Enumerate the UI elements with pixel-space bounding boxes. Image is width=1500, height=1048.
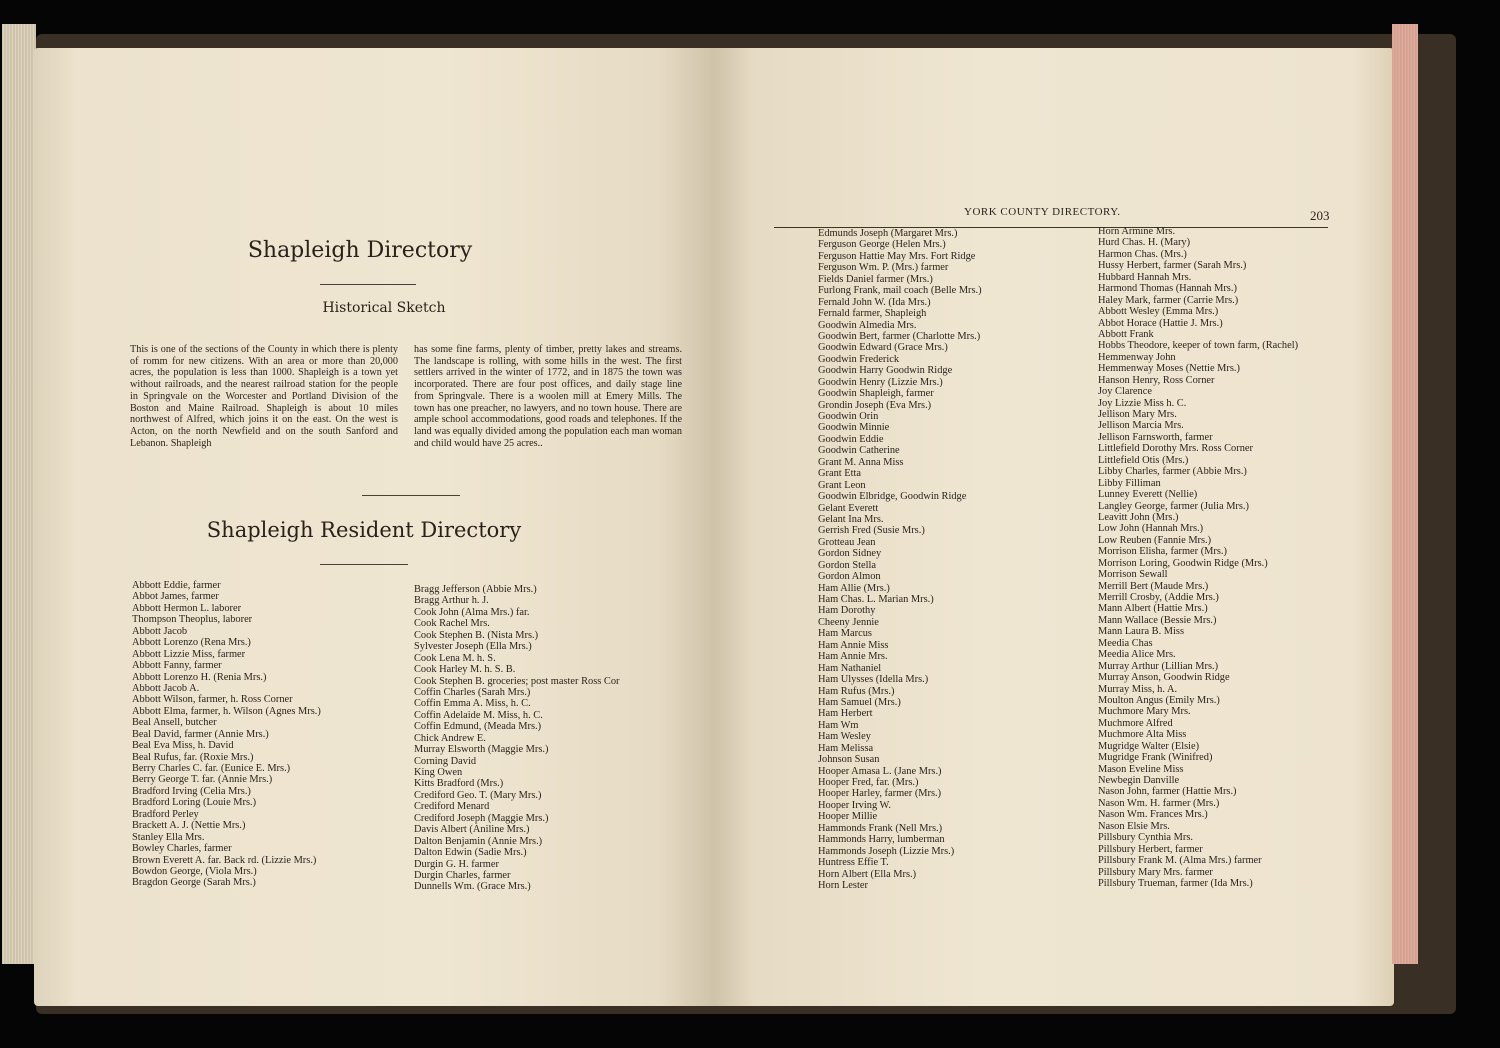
list-item: Morrison Loring, Goodwin Ridge (Mrs.) [1098,557,1268,569]
list-item: Mann Laura B. Miss [1098,626,1185,638]
list-item: Low Reuben (Fannie Mrs.) [1098,534,1212,546]
list-item: Coffin Emma A. Miss, h. C. [414,698,531,710]
list-item: Goodwin Almedia Mrs. [818,319,917,331]
list-item: Durgin G. H. farmer [414,858,499,870]
list-item: Ham Wm [818,719,859,731]
left-resident-list-column-1 [132,580,321,889]
list-item: Murray Arthur (Lillian Mrs.) [1098,660,1219,672]
list-item: Hemmenway John [1098,351,1176,363]
list-item: Abbot James, farmer [132,591,219,603]
list-item: Pillsbury Frank M. (Alma Mrs.) farmer [1098,855,1262,867]
list-item: Cook Stephen B. (Nista Mrs.) [414,629,539,641]
list-item: Goodwin Henry (Lizzie Mrs.) [818,376,943,388]
page-number: 203 [1310,208,1330,223]
list-item: Goodwin Frederick [818,353,900,365]
list-item: Grant Etta [818,468,861,480]
list-item: Jellison Farnsworth, farmer [1098,431,1213,443]
directory-title: Shapleigh Directory [247,238,473,263]
list-item: Ham Wesley [818,731,871,743]
list-item: Abbott Jacob [132,625,188,637]
list-item: Murray Miss, h. A. [1098,683,1178,695]
list-item: Hobbs Theodore, keeper of town farm, (Rachel) [1098,340,1299,352]
list-item: Bragg Arthur h. J. [414,595,489,607]
list-item: Abbott Lizzie Miss, farmer [132,648,246,660]
list-item: Horn Armine Mrs. [1098,226,1176,237]
list-item: Ham Annie Mrs. [818,651,888,663]
list-item: Cook John (Alma Mrs.) far. [414,606,530,618]
list-item: Murray Anson, Goodwin Ridge [1098,672,1230,684]
list-item: Cheeny Jennie [818,616,879,628]
list-item: Grondin Joseph (Eva Mrs.) [818,399,932,411]
list-item: Hemmenway Moses (Nettie Mrs.) [1098,363,1240,375]
list-item: Brackett A. J. (Nettie Mrs.) [132,820,246,832]
list-item: Joy Lizzie Miss h. C. [1098,397,1187,409]
list-item: Coffin Adelaide M. Miss, h. C. [414,709,543,721]
list-item: Fernald John W. (Ida Mrs.) [818,296,931,308]
list-item: Grant Leon [818,479,866,491]
list-item: Ham Nathaniel [818,662,882,674]
list-item: Libby Charles, farmer (Abbie Mrs.) [1098,466,1247,478]
list-item: Gordon Stella [818,559,877,571]
left-page [34,48,714,1006]
list-item: Goodwin Orin [818,411,879,422]
list-item: Ham Melissa [818,742,874,754]
list-item: Ham Ulysses (Idella Mrs.) [818,674,929,686]
list-item: Hammonds Harry, lumberman [818,834,945,846]
list-item: Ham Chas. L. Marian Mrs.) [818,594,934,605]
list-item: Muchmore Alta Miss [1098,729,1187,741]
list-item: Gelant Ina Mrs. [818,513,884,525]
list-item: Beal Rufus, far. (Roxie Mrs.) [132,751,254,763]
list-item: Berry George T. far. (Annie Mrs.) [132,774,273,786]
list-item: Gordon Sidney [818,548,882,560]
list-item: Merrill Bert (Maude Mrs.) [1098,580,1209,592]
list-item: Abbott Eddie, farmer [132,580,221,591]
list-item: Moulton Angus (Emily Mrs.) [1098,694,1220,706]
list-item: Bradford Perley [132,808,199,820]
list-item: Crediford Menard [414,801,490,813]
list-item: Harmond Thomas (Hannah Mrs.) [1098,283,1237,295]
list-item: Ferguson George (Helen Mrs.) [818,239,946,251]
resident-title-rule [320,564,408,565]
list-item: Lunney Everett (Nellie) [1098,489,1198,501]
list-item: Meedia Alice Mrs. [1098,649,1176,661]
list-item: Bradford Irving (Celia Mrs.) [132,785,251,797]
list-item: Hubbard Hannah Mrs. [1098,271,1192,283]
right-resident-list-column-2 [1098,226,1298,889]
list-item: Sylvester Joseph (Ella Mrs.) [414,641,532,653]
left-page-edges [2,24,36,964]
list-item: Mugridge Walter (Elsie) [1098,740,1200,752]
right-resident-list-column-1 [818,228,982,891]
list-item: Coffin Charles (Sarah Mrs.) [414,686,531,698]
list-item: Abbott Lorenzo (Rena Mrs.) [132,637,251,649]
list-item: Abbott Wesley (Emma Mrs.) [1098,306,1219,318]
list-item: Ham Marcus [818,628,872,640]
list-item: Dalton Edwin (Sadie Mrs.) [414,847,527,859]
list-item: Dunnells Wm. (Grace Mrs.) [414,881,531,893]
list-item: Goodwin Minnie [818,422,890,434]
list-item: Jellison Marcia Mrs. [1098,420,1184,432]
list-item: Nason Wm. Frances Mrs.) [1098,809,1208,821]
list-item: Davis Albert (Aniline Mrs.) [414,824,530,836]
list-item: Gordon Almon [818,571,881,583]
list-item: Durgin Charles, farmer [414,869,511,881]
list-item: Thompson Theoplus, laborer [132,614,253,626]
list-item: Gerrish Fred (Susie Mrs.) [818,525,925,537]
list-item: Goodwin Elbridge, Goodwin Ridge [818,491,967,503]
list-item: Hooper Irving W. [818,799,892,811]
list-item: Chick Andrew E. [414,732,486,744]
list-item: Hammonds Joseph (Lizzie Mrs.) [818,845,955,857]
list-item: Mann Albert (Hattie Mrs.) [1098,603,1208,615]
list-item: Furlong Frank, mail coach (Belle Mrs.) [818,285,982,297]
right-page [714,48,1394,1006]
list-item: King Owen [414,767,463,778]
list-item: Libby Filliman [1098,477,1161,489]
list-item: Pillsbury Herbert, farmer [1098,843,1203,855]
list-item: Crediford Joseph (Maggie Mrs.) [414,812,549,824]
list-item: Corning David [414,755,477,767]
list-item: Littlefield Dorothy Mrs. Ross Corner [1098,443,1253,455]
list-item: Ham Herbert [818,708,873,720]
list-item: Huntress Effie T. [818,857,889,869]
resident-directory-title: Shapleigh Resident Directory [206,518,522,542]
list-item: Horn Albert (Ella Mrs.) [818,868,917,880]
list-item: Nason Elsie Mrs. [1098,820,1170,832]
list-item: Ferguson Wm. P. (Mrs.) farmer [818,262,949,274]
list-item: Goodwin Bert, farmer (Charlotte Mrs.) [818,330,981,342]
list-item: Cook Rachel Mrs. [414,618,490,630]
list-item: Mann Wallace (Bessie Mrs.) [1098,614,1217,626]
list-item: Bragdon George (Sarah Mrs.) [132,877,256,889]
list-item: Ham Allie (Mrs.) [818,582,890,594]
list-item: Abbott Lorenzo H. (Renia Mrs.) [132,671,267,683]
list-item: Merrill Crosby, (Addie Mrs.) [1098,592,1219,603]
title-rule [320,284,416,285]
list-item: Grant M. Anna Miss [818,456,904,468]
list-item: Low John (Hannah Mrs.) [1098,523,1204,535]
sketch-text-column-1: This is one of the sections of the County in which there is plenty of romm for new citizens. With an area or more than 20,000 acres, the population is less than 1000. Shapleigh is a town yet without railroads, and the nearest railroad station for the people in Springvale on the Worcester and Portland Division of the Boston and Maine Railroad. Shapleigh is about 10 miles northwest of Alfred, which joins it on the east. On the west is Acton, on the north Newfield and on the south Sanford and Lebanon. Shapleigh [130,344,398,449]
list-item: Hooper Fred, far. (Mrs.) [818,777,919,788]
list-item: Beal Ansell, butcher [132,717,217,729]
list-item: Ham Annie Miss [818,639,889,651]
list-item: Berry Charles C. far. (Eunice E. Mrs.) [132,763,291,774]
list-item: Goodwin Edward (Grace Mrs.) [818,342,948,354]
list-item: Meedia Chas [1098,637,1153,649]
list-item: Fernald farmer, Shapleigh [818,308,927,320]
list-item: Ferguson Hattie May Mrs. Fort Ridge [818,250,976,262]
list-item: Bradford Loring (Louie Mrs.) [132,797,257,809]
list-item: Johnson Susan [818,754,880,766]
list-item: Morrison Sewall [1098,569,1168,581]
list-item: Bowdon George, (Viola Mrs.) [132,865,257,877]
sketch-subtitle: Historical Sketch [322,300,446,316]
list-item: Nason John, farmer (Hattie Mrs.) [1098,786,1237,798]
list-item: Cook Stephen B. groceries; post master Ross Cor [414,675,620,687]
list-item: Abbott Elma, farmer, h. Wilson (Agnes Mrs.) [132,705,321,717]
list-item: Littlefield Otis (Mrs.) [1098,454,1189,466]
section-rule [362,495,460,496]
list-item: Goodwin Harry Goodwin Ridge [818,365,953,377]
list-item: Goodwin Eddie [818,433,884,445]
list-item: Bragg Jefferson (Abbie Mrs.) [414,584,537,595]
list-item: Abbot Horace (Hattie J. Mrs.) [1098,317,1223,329]
list-item: Newbegin Danville [1098,775,1180,786]
list-item: Stanley Ella Mrs. [132,831,205,843]
list-item: Edmunds Joseph (Margaret Mrs.) [818,228,958,239]
list-item: Pillsbury Trueman, farmer (Ida Mrs.) [1098,877,1253,889]
list-item: Hanson Henry, Ross Corner [1098,374,1215,386]
list-item: Horn Lester [818,879,868,891]
list-item: Ham Samuel (Mrs.) [818,696,901,708]
list-item: Goodwin Catherine [818,445,900,457]
list-item: Abbott Jacob A. [132,682,200,694]
list-item: Murray Elsworth (Maggie Mrs.) [414,744,549,756]
list-item: Abbott Hermon L. laborer [132,602,242,614]
list-item: Hooper Harley, farmer (Mrs.) [818,788,942,800]
list-item: Hammonds Frank (Nell Mrs.) [818,822,943,834]
sketch-text-column-2: has some fine farms, plenty of timber, pretty lakes and streams. The landscape is rolling, with some hills in the west. The first settlers arrived in the winter of 1772, and in 1875 the town was incorporated. There are four post offices, and daily stage line from Springvale. There is a woolen mill at Emery Mills. The town has one preacher, no lawyers, and no town house. There are ample school accommodations, good roads and telephones. If the land was equally divided among the population each man woman and child would have 25 acres.. [414,344,682,449]
list-item: Leavitt John (Mrs.) [1098,511,1179,523]
list-item: Morrison Elisha, farmer (Mrs.) [1098,546,1227,558]
list-item: Joy Clarence [1098,386,1152,398]
list-item: Grotteau Jean [818,536,876,548]
list-item: Bowley Charles, farmer [132,843,232,855]
list-item: Kitts Bradford (Mrs.) [414,778,504,790]
list-item: Cook Harley M. h. S. B. [414,664,516,676]
list-item: Abbott Wilson, farmer, h. Ross Corner [132,694,293,706]
left-resident-list-column-2 [414,584,619,893]
list-item: Pillsbury Cynthia Mrs. [1098,832,1193,844]
list-item: Cook Lena M. h. S. [414,652,496,664]
list-item: Crediford Geo. T. (Mary Mrs.) [414,789,542,801]
list-item: Abbott Fanny, farmer [132,660,222,672]
list-item: Goodwin Shapleigh, farmer [818,388,934,400]
list-item: Ham Dorothy [818,605,876,617]
list-item: Muchmore Mary Mrs. [1098,706,1191,718]
list-item: Muchmore Alfred [1098,717,1173,729]
list-item: Hooper Amasa L. (Jane Mrs.) [818,765,942,777]
list-item: Harmon Chas. (Mrs.) [1098,248,1187,260]
list-item: Brown Everett A. far. Back rd. (Lizzie Mrs.) [132,854,317,866]
list-item: Hussy Herbert, farmer (Sarah Mrs.) [1098,260,1247,272]
right-page-edges [1392,24,1418,964]
list-item: Abbott Frank [1098,328,1154,340]
list-item: Pillsbury Mary Mrs. farmer [1098,866,1213,878]
list-item: Gelant Everett [818,502,879,514]
list-item: Jellison Mary Mrs. [1098,409,1177,420]
list-item: Mason Eveline Miss [1098,763,1184,775]
list-item: Fields Daniel farmer (Mrs.) [818,273,933,285]
list-item: Mugridge Frank (Winifred) [1098,752,1213,764]
list-item: Langley George, farmer (Julia Mrs.) [1098,500,1249,512]
list-item: Dalton Benjamin (Annie Mrs.) [414,835,543,847]
list-item: Hooper Millie [818,811,878,823]
list-item: Haley Mark, farmer (Carrie Mrs.) [1098,294,1239,306]
running-head: YORK COUNTY DIRECTORY. [964,206,1121,218]
list-item: Ham Rufus (Mrs.) [818,685,895,697]
list-item: Coffin Edmund, (Meada Mrs.) [414,721,542,733]
list-item: Beal David, farmer (Annie Mrs.) [132,728,269,740]
list-item: Nason Wm. H. farmer (Mrs.) [1098,797,1220,809]
list-item: Beal Eva Miss, h. David [132,740,234,752]
list-item: Hurd Chas. H. (Mary) [1098,237,1191,249]
